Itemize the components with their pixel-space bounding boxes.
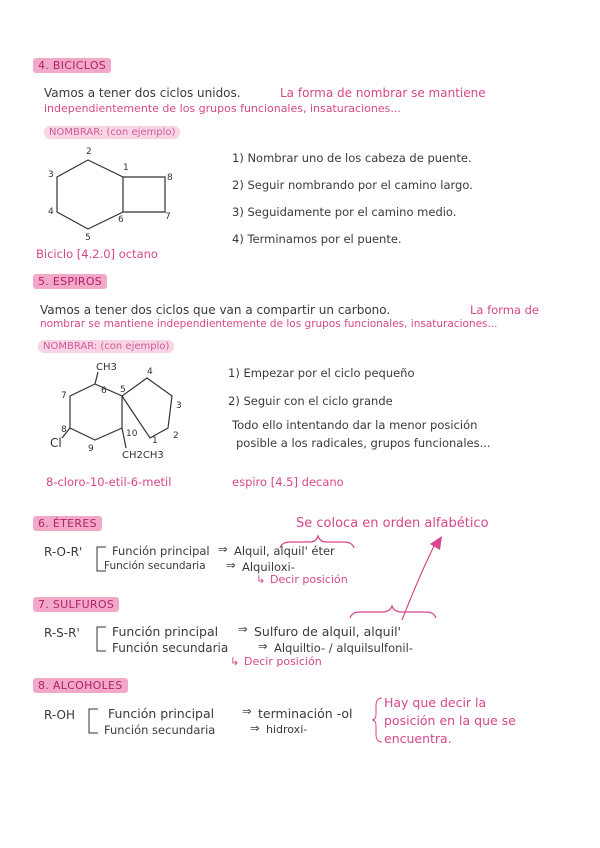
espiro-ethyl-label: CH2CH3 <box>122 450 164 461</box>
sulfuros-main-label: Función principal <box>112 624 219 639</box>
sulfuros-main-value: Sulfuro de alquil, alquil' <box>254 624 401 639</box>
biciclos-intro-note-cont: independientemente de los grupos funcionales, insaturaciones... <box>44 102 401 115</box>
espiros-example-substituents: 8-cloro-10-etil-6-metil <box>46 475 172 489</box>
alcoholes-secondary-value: hidroxi- <box>266 723 308 736</box>
alcoholes-formula: R-OH <box>44 708 75 722</box>
section-header-alcoholes: 8. ALCOHOLES <box>33 678 128 693</box>
sulfuros-main-arrow: ⇒ <box>238 622 248 636</box>
eteres-formula: R-O-R' <box>44 545 83 559</box>
sulfuros-secondary-label: Función secundaria <box>112 641 229 655</box>
sulfuros-brace <box>92 624 112 654</box>
biciclos-example-name: Biciclo [4.2.0] octano <box>36 247 158 261</box>
sulfuros-note: Decir posición <box>244 655 322 668</box>
section-header-espiros: 5. ESPIROS <box>33 274 107 289</box>
espiro-num-7: 7 <box>61 391 67 401</box>
eteres-main-arrow: ⇒ <box>218 542 228 556</box>
alcoholes-brace <box>84 706 104 736</box>
eteres-side-note: Se coloca en orden alfabético <box>296 516 489 531</box>
biciclos-step-1: 1) Nombrar uno de los cabeza de puente. <box>232 151 472 165</box>
espiro-num-1: 1 <box>152 436 158 446</box>
bicyclo-num-2: 2 <box>86 147 92 157</box>
section-header-biciclos: 4. BICICLOS <box>33 58 111 73</box>
bicyclo-num-4: 4 <box>48 207 54 217</box>
bicyclo-num-6: 6 <box>118 215 124 225</box>
bicyclo-num-3: 3 <box>48 170 54 180</box>
sulfuros-secondary-value: Alquiltio- / alquilsulfonil- <box>274 641 413 655</box>
biciclos-step-2: 2) Seguir nombrando por el camino largo. <box>232 178 473 192</box>
sulfuros-formula: R-S-R' <box>44 626 80 640</box>
espiros-intro-note-cont: nombrar se mantiene independientemente de los grupos funcionales, insaturaciones... <box>40 318 498 330</box>
eteres-note-arrow: ↳ <box>256 573 266 586</box>
bicyclo-num-7: 7 <box>165 212 171 222</box>
espiros-step-4: posible a los radicales, grupos funcionales... <box>236 436 491 450</box>
espiros-intro: Vamos a tener dos ciclos que van a compartir un carbono. <box>40 303 391 317</box>
espiros-step-2: 2) Seguir con el ciclo grande <box>228 394 393 408</box>
alcoholes-side-note-2: posición en la que se <box>384 713 516 728</box>
espiros-step-3: Todo ello intentando dar la menor posición <box>232 418 478 432</box>
bicyclo-num-5: 5 <box>85 233 91 240</box>
biciclos-intro: Vamos a tener dos ciclos unidos. <box>44 86 241 100</box>
espiro-cl-label: Cl <box>50 436 62 450</box>
alcoholes-main-arrow: ⇒ <box>242 704 252 718</box>
bicyclo-structure-diagram <box>40 140 190 240</box>
eteres-secondary-arrow: ⇒ <box>226 558 236 572</box>
eteres-note: Decir posición <box>270 573 348 586</box>
espiro-num-3: 3 <box>176 401 182 411</box>
eteres-main-label: Función principal <box>112 544 210 558</box>
espiro-num-4: 4 <box>147 367 153 377</box>
sulfuros-note-arrow: ↳ <box>230 655 240 668</box>
alphabetical-order-connector <box>270 534 460 634</box>
espiro-ch3-label: CH3 <box>96 362 117 373</box>
espiro-num-6: 6 <box>101 386 107 396</box>
espiro-num-2: 2 <box>173 431 179 441</box>
section-header-eteres: 6. ÉTERES <box>33 516 102 531</box>
alcoholes-main-label: Función principal <box>108 706 215 721</box>
eteres-secondary-label: Función secundaria <box>104 560 206 572</box>
alcoholes-main-value: terminación -ol <box>258 706 353 721</box>
espiro-num-5: 5 <box>120 385 126 395</box>
eteres-main-value: Alquil, alquil' éter <box>234 544 335 558</box>
section-header-sulfuros: 7. SULFUROS <box>33 597 119 612</box>
alcoholes-secondary-arrow: ⇒ <box>250 721 260 735</box>
espiro-structure-diagram <box>40 356 210 471</box>
espiro-num-8: 8 <box>61 425 67 435</box>
biciclos-step-4: 4) Terminamos por el puente. <box>232 232 402 246</box>
espiro-num-10: 10 <box>126 429 138 439</box>
biciclos-example-label: NOMBRAR: (con ejemplo) <box>44 126 180 139</box>
alcoholes-side-note-3: encuentra. <box>384 731 452 746</box>
bicyclo-num-8: 8 <box>167 173 173 183</box>
espiros-intro-note: La forma de <box>470 303 539 317</box>
biciclos-step-3: 3) Seguidamente por el camino medio. <box>232 205 457 219</box>
espiro-num-9: 9 <box>88 444 94 454</box>
eteres-secondary-value: Alquiloxi- <box>242 560 295 574</box>
espiros-example-name: espiro [4.5] decano <box>232 475 344 489</box>
espiros-step-1: 1) Empezar por el ciclo pequeño <box>228 366 415 380</box>
alcoholes-side-note-1: Hay que decir la <box>384 695 487 710</box>
bicyclo-num-1: 1 <box>123 163 129 173</box>
sulfuros-secondary-arrow: ⇒ <box>258 639 268 653</box>
alcoholes-secondary-label: Función secundaria <box>104 723 216 737</box>
biciclos-intro-note: La forma de nombrar se mantiene <box>280 86 486 100</box>
espiros-example-label: NOMBRAR: (con ejemplo) <box>38 340 174 353</box>
